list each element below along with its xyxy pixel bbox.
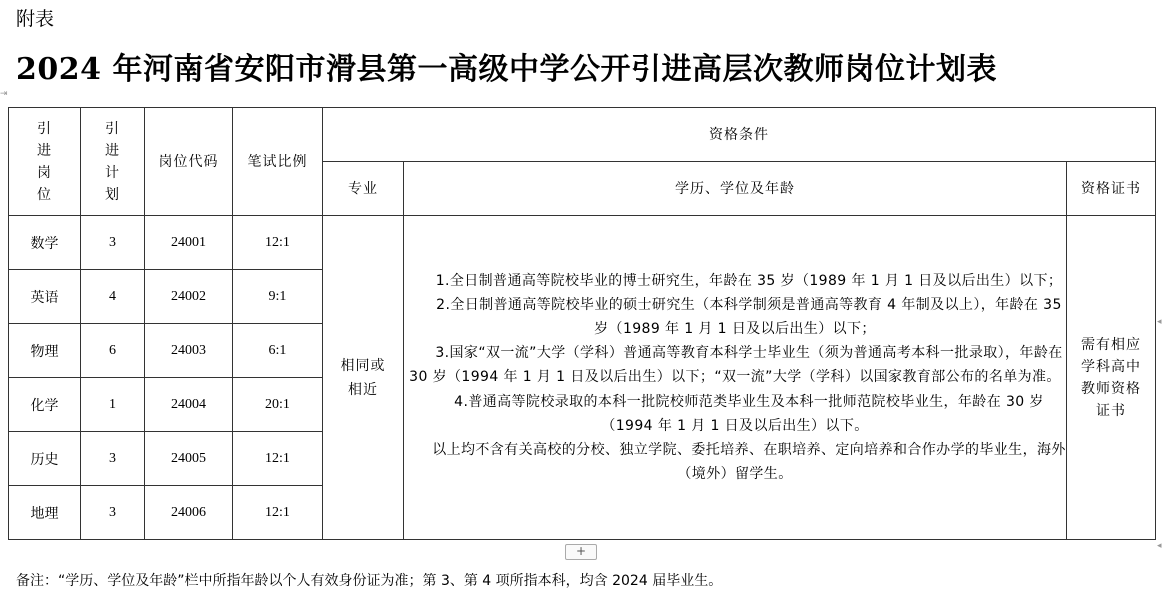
row-post: 地理 <box>9 486 81 540</box>
header-certificate: 资格证书 <box>1067 162 1156 216</box>
row-plan: 1 <box>81 378 145 432</box>
requirement-item: 3.国家“双一流”大学（学科）普通高等教育本科学士毕业生（须为普通高考本科一批录取），年龄在 30 岁（1994 年 1 月 1 日及以后出生）以下；“双一流”大学（学科）以国家教育部公布的名单为准。 <box>409 345 1063 386</box>
row-code: 24002 <box>145 270 233 324</box>
header-plan: 引进计划 <box>81 108 145 216</box>
attachment-label: 附表 <box>16 8 55 30</box>
row-post: 历史 <box>9 432 81 486</box>
position-plan-table <box>8 107 1156 540</box>
left-edge-marker-icon: ⇥ <box>0 89 8 99</box>
table-row <box>9 216 1156 270</box>
requirement-item: 以上均不含有关高校的分校、独立学院、委托培养、在职培养、定向培养和合作办学的毕业生，海外（境外）留学生。 <box>432 442 1066 483</box>
row-plan: 3 <box>81 216 145 270</box>
header-education: 学历、学位及年龄 <box>404 162 1067 216</box>
header-qualifications: 资格条件 <box>323 108 1156 162</box>
row-code: 24004 <box>145 378 233 432</box>
row-ratio: 6:1 <box>233 324 323 378</box>
requirement-item: 1.全日制普通高等院校毕业的博士研究生，年龄在 35 岁（1989 年 1 月 1 日及以后出生）以下； <box>435 272 1063 289</box>
header-major: 专业 <box>323 162 404 216</box>
row-ratio: 20:1 <box>233 378 323 432</box>
major-cell: 相同或相近 <box>323 216 404 540</box>
right-edge-marker-lower-icon: ◂ <box>1157 541 1162 551</box>
certificate-cell: 需有相应学科高中教师资格证书 <box>1067 216 1156 540</box>
row-code: 24005 <box>145 432 233 486</box>
add-row-button[interactable]: + <box>565 544 597 560</box>
requirement-item: 4.普通高等院校录取的本科一批院校师范类毕业生及本科一批师范院校毕业生，年龄在 30 岁（1994 年 1 月 1 日及以后出生）以下。 <box>454 393 1044 434</box>
row-plan: 3 <box>81 486 145 540</box>
header-ratio: 笔试比例 <box>233 108 323 216</box>
row-code: 24001 <box>145 216 233 270</box>
row-post: 数学 <box>9 216 81 270</box>
requirements-cell <box>404 216 1067 540</box>
header-code: 岗位代码 <box>145 108 233 216</box>
row-code: 24003 <box>145 324 233 378</box>
header-row-1 <box>9 108 1156 162</box>
row-ratio: 9:1 <box>233 270 323 324</box>
row-plan: 6 <box>81 324 145 378</box>
page-title: 2024 年河南省安阳市滑县第一高级中学公开引进高层次教师岗位计划表 <box>16 52 997 87</box>
footnote: 备注：“学历、学位及年龄”栏中所指年龄以个人有效身份证为准；第 3、第 4 项所指本科，均含 2024 届毕业生。 <box>16 573 723 589</box>
row-post: 英语 <box>9 270 81 324</box>
row-post: 化学 <box>9 378 81 432</box>
row-ratio: 12:1 <box>233 486 323 540</box>
row-ratio: 12:1 <box>233 216 323 270</box>
row-post: 物理 <box>9 324 81 378</box>
row-ratio: 12:1 <box>233 432 323 486</box>
header-post: 引进岗位 <box>9 108 81 216</box>
right-edge-marker-icon: ◂ <box>1157 317 1162 327</box>
row-plan: 3 <box>81 432 145 486</box>
requirement-item: 2.全日制普通高等院校毕业的硕士研究生（本科学制须是普通高等教育 4 年制及以上），年龄在 35 岁（1989 年 1 月 1 日及以后出生）以下； <box>436 296 1062 337</box>
row-code: 24006 <box>145 486 233 540</box>
row-plan: 4 <box>81 270 145 324</box>
